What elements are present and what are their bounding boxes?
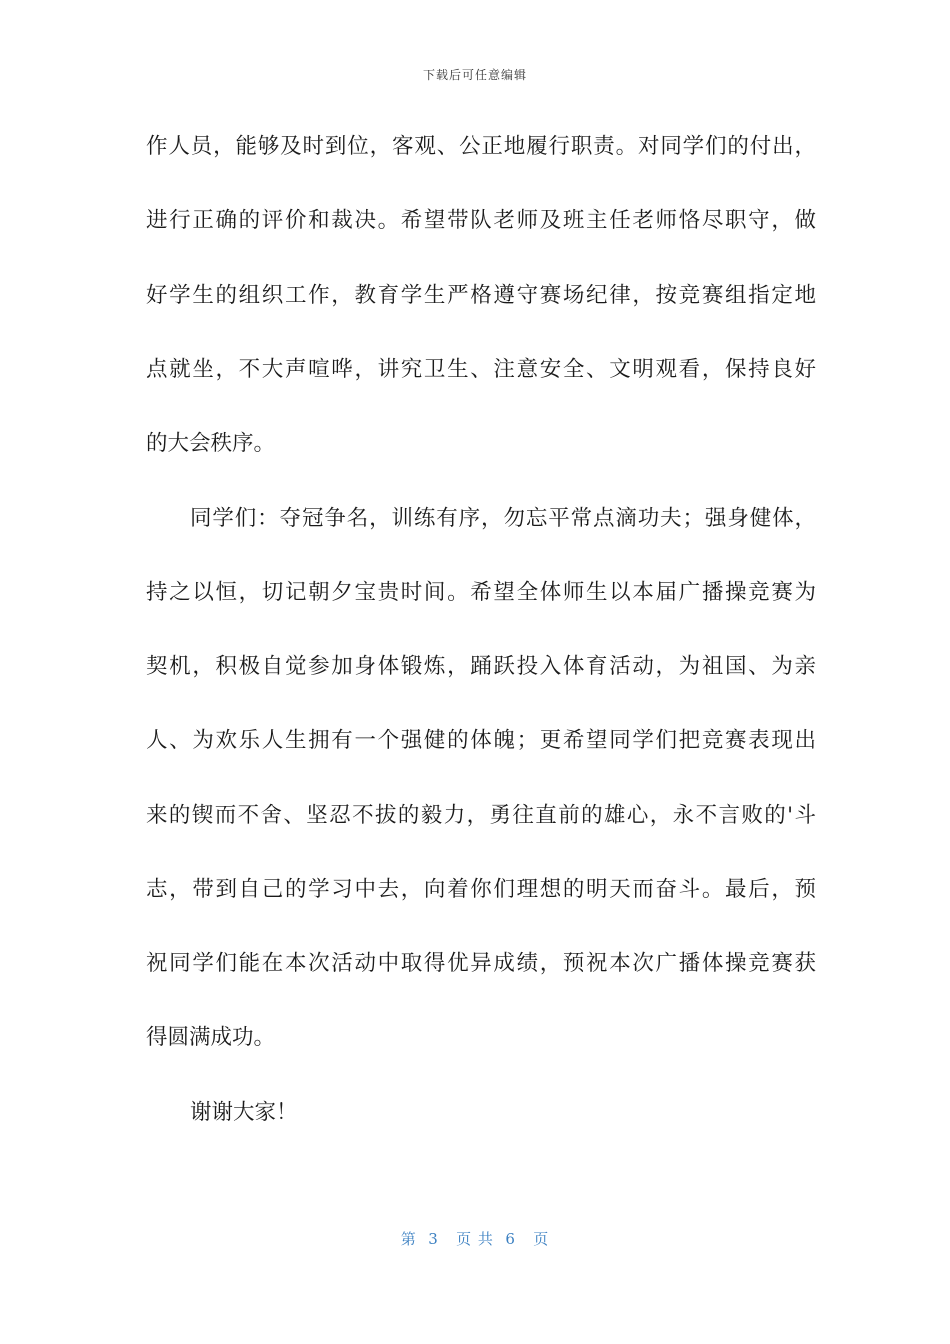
text-line: 人、为欢乐人生拥有一个强健的体魄；更希望同学们把竞赛表现出 [146, 728, 816, 753]
text-line: 祝同学们能在本次活动中取得优异成绩，预祝本次广播体操竞赛获 [146, 951, 816, 976]
text-line: 谢谢大家！ [190, 1100, 298, 1125]
text-line: 契机，积极自觉参加身体锻炼，踊跃投入体育活动，为祖国、为亲 [146, 654, 816, 679]
text-line: 持之以恒，切记朝夕宝贵时间。希望全体师生以本届广播操竞赛为 [146, 580, 816, 605]
text-line: 来的锲而不舍、坚忍不拔的毅力，勇往直前的雄心，永不言败的'斗 [146, 803, 816, 828]
text-line: 进行正确的评价和裁决。希望带队老师及班主任老师恪尽职守，做 [146, 208, 816, 233]
text-line: 得圆满成功。 [146, 1025, 276, 1050]
text-line: 同学们：夺冠争名，训练有序，勿忘平常点滴功夫；强身健体， [190, 506, 816, 531]
page-number: 第 3 页 共 6 页 [400, 1230, 550, 1248]
page-header: 下载后可任意编辑 [422, 68, 527, 82]
text-line: 作人员，能够及时到位，客观、公正地履行职责。对同学们的付出， [146, 134, 816, 159]
text-line: 志，带到自己的学习中去，向着你们理想的明天而奋斗。最后，预 [146, 877, 816, 902]
text-line: 好学生的组织工作，教育学生严格遵守赛场纪律，按竞赛组指定地 [146, 283, 816, 308]
text-line: 的大会秩序。 [146, 431, 276, 456]
text-line: 点就坐，不大声喧哗，讲究卫生、注意安全、文明观看，保持良好 [146, 357, 816, 382]
